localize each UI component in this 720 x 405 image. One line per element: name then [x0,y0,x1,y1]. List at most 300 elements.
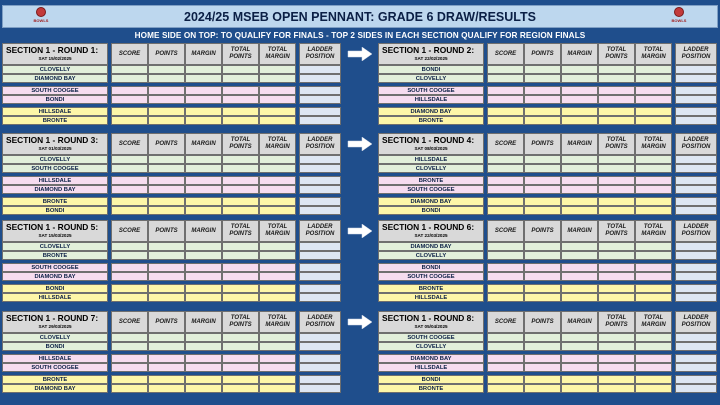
team-name: CLOVELLY [378,164,484,173]
margin-cell[interactable] [561,375,598,384]
score-cell[interactable] [487,164,524,173]
margin-cell[interactable] [185,206,222,215]
points-cell[interactable] [524,197,561,206]
total-points-cell[interactable] [598,164,635,173]
total-margin-cell[interactable] [259,251,296,260]
score-cell[interactable] [487,251,524,260]
total-margin-cell[interactable] [259,363,296,372]
total-points-cell[interactable] [222,86,259,95]
score-cell[interactable] [487,272,524,281]
total-points-cell[interactable] [222,363,259,372]
score-cell[interactable] [111,164,148,173]
ladder-position-cell[interactable] [675,197,717,206]
total-margin-cell[interactable] [635,375,672,384]
margin-cell[interactable] [561,354,598,363]
points-cell[interactable] [148,263,185,272]
total-margin-cell[interactable] [259,176,296,185]
score-cell[interactable] [111,242,148,251]
total-points-cell[interactable] [598,251,635,260]
score-cell[interactable] [111,155,148,164]
total-margin-cell[interactable] [259,164,296,173]
points-cell[interactable] [524,363,561,372]
points-cell[interactable] [524,74,561,83]
total-margin-cell[interactable] [259,155,296,164]
total-points-cell[interactable] [222,242,259,251]
ladder-position-cell[interactable] [299,242,341,251]
total-margin-cell[interactable] [635,176,672,185]
points-cell[interactable] [148,185,185,194]
total-margin-cell[interactable] [635,363,672,372]
total-margin-cell[interactable] [635,342,672,351]
ladder-position-cell[interactable] [675,164,717,173]
total-points-cell[interactable] [222,197,259,206]
score-cell[interactable] [111,333,148,342]
score-cell[interactable] [487,342,524,351]
total-margin-cell[interactable] [635,164,672,173]
margin-cell[interactable] [561,284,598,293]
total-margin-cell[interactable] [259,185,296,194]
total-margin-cell[interactable] [635,263,672,272]
ladder-position-cell[interactable] [675,242,717,251]
points-cell[interactable] [524,272,561,281]
points-cell[interactable] [148,251,185,260]
points-cell[interactable] [148,95,185,104]
score-cell[interactable] [487,206,524,215]
total-points-cell[interactable] [222,384,259,393]
points-cell[interactable] [148,74,185,83]
ladder-position-cell[interactable] [675,272,717,281]
column-header-score: SCORE [487,133,524,155]
margin-cell[interactable] [185,107,222,116]
margin-cell[interactable] [185,176,222,185]
total-points-cell[interactable] [222,116,259,125]
total-points-cell[interactable] [598,263,635,272]
margin-cell[interactable] [561,263,598,272]
score-cell[interactable] [111,342,148,351]
ladder-position-cell[interactable] [675,74,717,83]
total-margin-cell[interactable] [259,284,296,293]
score-cell[interactable] [487,284,524,293]
ladder-position-cell[interactable] [299,354,341,363]
total-margin-cell[interactable] [259,384,296,393]
total-margin-cell[interactable] [259,333,296,342]
column-header-score: SCORE [111,311,148,333]
ladder-position-cell[interactable] [299,375,341,384]
total-points-cell[interactable] [222,293,259,302]
total-margin-cell[interactable] [635,86,672,95]
ladder-position-cell[interactable] [299,342,341,351]
margin-cell[interactable] [561,65,598,74]
total-points-cell[interactable] [222,74,259,83]
score-cell[interactable] [111,65,148,74]
total-points-cell[interactable] [598,354,635,363]
points-cell[interactable] [148,342,185,351]
total-margin-cell[interactable] [259,86,296,95]
margin-cell[interactable] [561,185,598,194]
margin-cell[interactable] [561,164,598,173]
total-margin-cell[interactable] [635,74,672,83]
ladder-position-cell[interactable] [299,263,341,272]
total-points-cell[interactable] [598,272,635,281]
score-cell[interactable] [487,375,524,384]
score-cell[interactable] [111,263,148,272]
points-cell[interactable] [524,384,561,393]
total-margin-cell[interactable] [635,251,672,260]
points-cell[interactable] [148,107,185,116]
points-cell[interactable] [148,272,185,281]
total-points-cell[interactable] [598,65,635,74]
total-margin-cell[interactable] [259,342,296,351]
total-margin-cell[interactable] [259,354,296,363]
margin-cell[interactable] [185,293,222,302]
total-points-cell[interactable] [598,176,635,185]
score-cell[interactable] [111,251,148,260]
total-margin-cell[interactable] [635,95,672,104]
points-cell[interactable] [148,333,185,342]
ladder-position-cell[interactable] [675,375,717,384]
score-cell[interactable] [111,107,148,116]
points-cell[interactable] [524,263,561,272]
round-date: SAT 29/03/2025 [38,324,72,329]
ladder-position-cell[interactable] [675,176,717,185]
ladder-position-cell[interactable] [299,164,341,173]
points-cell[interactable] [148,164,185,173]
total-points-cell[interactable] [598,284,635,293]
points-cell[interactable] [148,242,185,251]
score-cell[interactable] [487,107,524,116]
total-points-cell[interactable] [598,74,635,83]
total-points-cell[interactable] [598,107,635,116]
score-cell[interactable] [111,272,148,281]
total-margin-cell[interactable] [259,116,296,125]
points-cell[interactable] [524,251,561,260]
total-points-cell[interactable] [222,176,259,185]
column-header-points: POINTS [148,220,185,242]
score-cell[interactable] [487,263,524,272]
total-points-cell[interactable] [222,107,259,116]
points-cell[interactable] [524,164,561,173]
points-cell[interactable] [524,333,561,342]
margin-cell[interactable] [561,176,598,185]
score-cell[interactable] [111,206,148,215]
margin-cell[interactable] [185,354,222,363]
ladder-position-cell[interactable] [299,65,341,74]
column-header-total-points: TOTAL POINTS [598,311,635,333]
margin-cell[interactable] [561,86,598,95]
total-margin-cell[interactable] [259,242,296,251]
total-margin-cell[interactable] [635,206,672,215]
ladder-position-cell[interactable] [675,333,717,342]
score-cell[interactable] [487,95,524,104]
margin-cell[interactable] [185,272,222,281]
score-cell[interactable] [111,293,148,302]
total-points-cell[interactable] [598,155,635,164]
margin-cell[interactable] [561,363,598,372]
ladder-position-cell[interactable] [675,363,717,372]
team-row [378,65,718,74]
ladder-position-cell[interactable] [299,284,341,293]
score-cell[interactable] [111,384,148,393]
ladder-position-cell[interactable] [299,107,341,116]
total-margin-cell[interactable] [259,107,296,116]
ladder-position-cell[interactable] [675,354,717,363]
points-cell[interactable] [524,375,561,384]
score-cell[interactable] [487,293,524,302]
score-cell[interactable] [487,74,524,83]
margin-cell[interactable] [561,342,598,351]
total-margin-cell[interactable] [635,185,672,194]
total-points-cell[interactable] [598,185,635,194]
points-cell[interactable] [148,116,185,125]
margin-cell[interactable] [185,65,222,74]
instructions-bar [2,29,718,42]
total-points-cell[interactable] [598,293,635,302]
score-cell[interactable] [111,95,148,104]
score-cell[interactable] [487,155,524,164]
points-cell[interactable] [524,65,561,74]
points-cell[interactable] [148,176,185,185]
ladder-position-cell[interactable] [675,86,717,95]
margin-cell[interactable] [185,185,222,194]
score-cell[interactable] [111,284,148,293]
score-cell[interactable] [111,363,148,372]
score-cell[interactable] [487,86,524,95]
margin-cell[interactable] [561,293,598,302]
ladder-position-cell[interactable] [675,263,717,272]
margin-cell[interactable] [185,242,222,251]
ladder-position-cell[interactable] [299,185,341,194]
margin-cell[interactable] [561,116,598,125]
total-margin-cell[interactable] [635,272,672,281]
total-points-cell[interactable] [598,342,635,351]
round-title-cell [2,311,108,333]
total-points-cell[interactable] [598,242,635,251]
total-margin-cell[interactable] [635,354,672,363]
total-margin-cell[interactable] [635,284,672,293]
ladder-position-cell[interactable] [675,293,717,302]
total-margin-cell[interactable] [635,333,672,342]
margin-cell[interactable] [561,333,598,342]
ladder-position-cell[interactable] [675,116,717,125]
total-margin-cell[interactable] [635,384,672,393]
total-margin-cell[interactable] [635,293,672,302]
score-cell[interactable] [487,65,524,74]
points-cell[interactable] [148,363,185,372]
margin-cell[interactable] [561,155,598,164]
margin-cell[interactable] [185,363,222,372]
total-margin-cell[interactable] [635,116,672,125]
points-cell[interactable] [148,65,185,74]
ladder-position-cell[interactable] [675,384,717,393]
ladder-position-cell[interactable] [299,95,341,104]
margin-cell[interactable] [185,384,222,393]
ladder-position-cell[interactable] [675,284,717,293]
score-cell[interactable] [487,185,524,194]
total-points-cell[interactable] [598,197,635,206]
points-cell[interactable] [148,155,185,164]
margin-cell[interactable] [561,74,598,83]
total-margin-cell[interactable] [635,65,672,74]
points-cell[interactable] [524,293,561,302]
margin-cell[interactable] [185,375,222,384]
score-cell[interactable] [111,197,148,206]
total-margin-cell[interactable] [635,242,672,251]
margin-cell[interactable] [185,263,222,272]
points-cell[interactable] [524,185,561,194]
total-points-cell[interactable] [222,354,259,363]
ladder-position-cell[interactable] [299,272,341,281]
ladder-position-cell[interactable] [675,155,717,164]
margin-cell[interactable] [561,242,598,251]
score-cell[interactable] [111,176,148,185]
total-margin-cell[interactable] [259,375,296,384]
team-row [378,164,718,173]
total-points-cell[interactable] [222,155,259,164]
total-margin-cell[interactable] [259,272,296,281]
total-points-cell[interactable] [598,206,635,215]
margin-cell[interactable] [185,333,222,342]
points-cell[interactable] [524,95,561,104]
total-margin-cell[interactable] [259,197,296,206]
margin-cell[interactable] [561,206,598,215]
ladder-position-cell[interactable] [299,86,341,95]
total-points-cell[interactable] [598,375,635,384]
margin-cell[interactable] [185,95,222,104]
total-points-cell[interactable] [222,284,259,293]
total-points-cell[interactable] [598,363,635,372]
ladder-position-cell[interactable] [675,107,717,116]
points-cell[interactable] [524,107,561,116]
ladder-position-cell[interactable] [299,293,341,302]
total-points-cell[interactable] [222,333,259,342]
points-cell[interactable] [524,342,561,351]
total-margin-cell[interactable] [635,197,672,206]
ladder-position-cell[interactable] [675,95,717,104]
points-cell[interactable] [148,206,185,215]
total-points-cell[interactable] [222,185,259,194]
points-cell[interactable] [524,176,561,185]
score-cell[interactable] [487,354,524,363]
total-points-cell[interactable] [222,375,259,384]
total-margin-cell[interactable] [635,107,672,116]
ladder-position-cell[interactable] [675,185,717,194]
score-cell[interactable] [111,185,148,194]
ladder-position-cell[interactable] [299,363,341,372]
total-points-cell[interactable] [598,116,635,125]
points-cell[interactable] [148,293,185,302]
ladder-position-cell[interactable] [299,206,341,215]
margin-cell[interactable] [185,164,222,173]
ladder-position-cell[interactable] [675,65,717,74]
ladder-position-cell[interactable] [299,197,341,206]
points-cell[interactable] [524,86,561,95]
points-cell[interactable] [524,354,561,363]
score-cell[interactable] [111,86,148,95]
ladder-position-cell[interactable] [299,333,341,342]
margin-cell[interactable] [185,251,222,260]
total-points-cell[interactable] [222,164,259,173]
score-cell[interactable] [487,384,524,393]
score-cell[interactable] [487,333,524,342]
score-cell[interactable] [111,116,148,125]
score-cell[interactable] [111,74,148,83]
total-points-cell[interactable] [222,95,259,104]
margin-cell[interactable] [185,155,222,164]
margin-cell[interactable] [185,342,222,351]
points-cell[interactable] [148,354,185,363]
score-cell[interactable] [111,354,148,363]
score-cell[interactable] [487,197,524,206]
points-cell[interactable] [524,116,561,125]
score-cell[interactable] [487,116,524,125]
total-margin-cell[interactable] [259,74,296,83]
total-points-cell[interactable] [222,272,259,281]
ladder-position-cell[interactable] [299,116,341,125]
points-cell[interactable] [148,86,185,95]
total-margin-cell[interactable] [635,155,672,164]
ladder-position-cell[interactable] [299,176,341,185]
points-cell[interactable] [148,284,185,293]
total-points-cell[interactable] [598,95,635,104]
total-points-cell[interactable] [222,206,259,215]
ladder-position-cell[interactable] [299,384,341,393]
ladder-position-cell[interactable] [675,206,717,215]
total-margin-cell[interactable] [259,65,296,74]
total-points-cell[interactable] [222,263,259,272]
total-margin-cell[interactable] [259,206,296,215]
team-row [378,363,718,372]
points-cell[interactable] [524,155,561,164]
total-points-cell[interactable] [598,384,635,393]
points-cell[interactable] [524,284,561,293]
ladder-position-cell[interactable] [299,155,341,164]
total-points-cell[interactable] [222,65,259,74]
margin-cell[interactable] [561,197,598,206]
score-cell[interactable] [111,375,148,384]
margin-cell[interactable] [185,197,222,206]
total-points-cell[interactable] [598,86,635,95]
total-margin-cell[interactable] [259,95,296,104]
points-cell[interactable] [148,384,185,393]
ladder-position-cell[interactable] [299,251,341,260]
margin-cell[interactable] [561,384,598,393]
total-points-cell[interactable] [222,342,259,351]
ladder-position-cell[interactable] [675,251,717,260]
margin-cell[interactable] [561,251,598,260]
margin-cell[interactable] [561,107,598,116]
ladder-position-cell[interactable] [675,342,717,351]
margin-cell[interactable] [185,284,222,293]
margin-cell[interactable] [185,86,222,95]
margin-cell[interactable] [561,272,598,281]
total-margin-cell[interactable] [259,293,296,302]
total-points-cell[interactable] [222,251,259,260]
score-cell[interactable] [487,363,524,372]
margin-cell[interactable] [185,74,222,83]
points-cell[interactable] [148,197,185,206]
ladder-position-cell[interactable] [299,74,341,83]
margin-cell[interactable] [185,116,222,125]
margin-cell[interactable] [561,95,598,104]
points-cell[interactable] [148,375,185,384]
points-cell[interactable] [524,206,561,215]
points-cell[interactable] [524,242,561,251]
total-points-cell[interactable] [598,333,635,342]
score-cell[interactable] [487,176,524,185]
total-margin-cell[interactable] [259,263,296,272]
team-name: BONDI [2,342,108,351]
score-cell[interactable] [487,242,524,251]
